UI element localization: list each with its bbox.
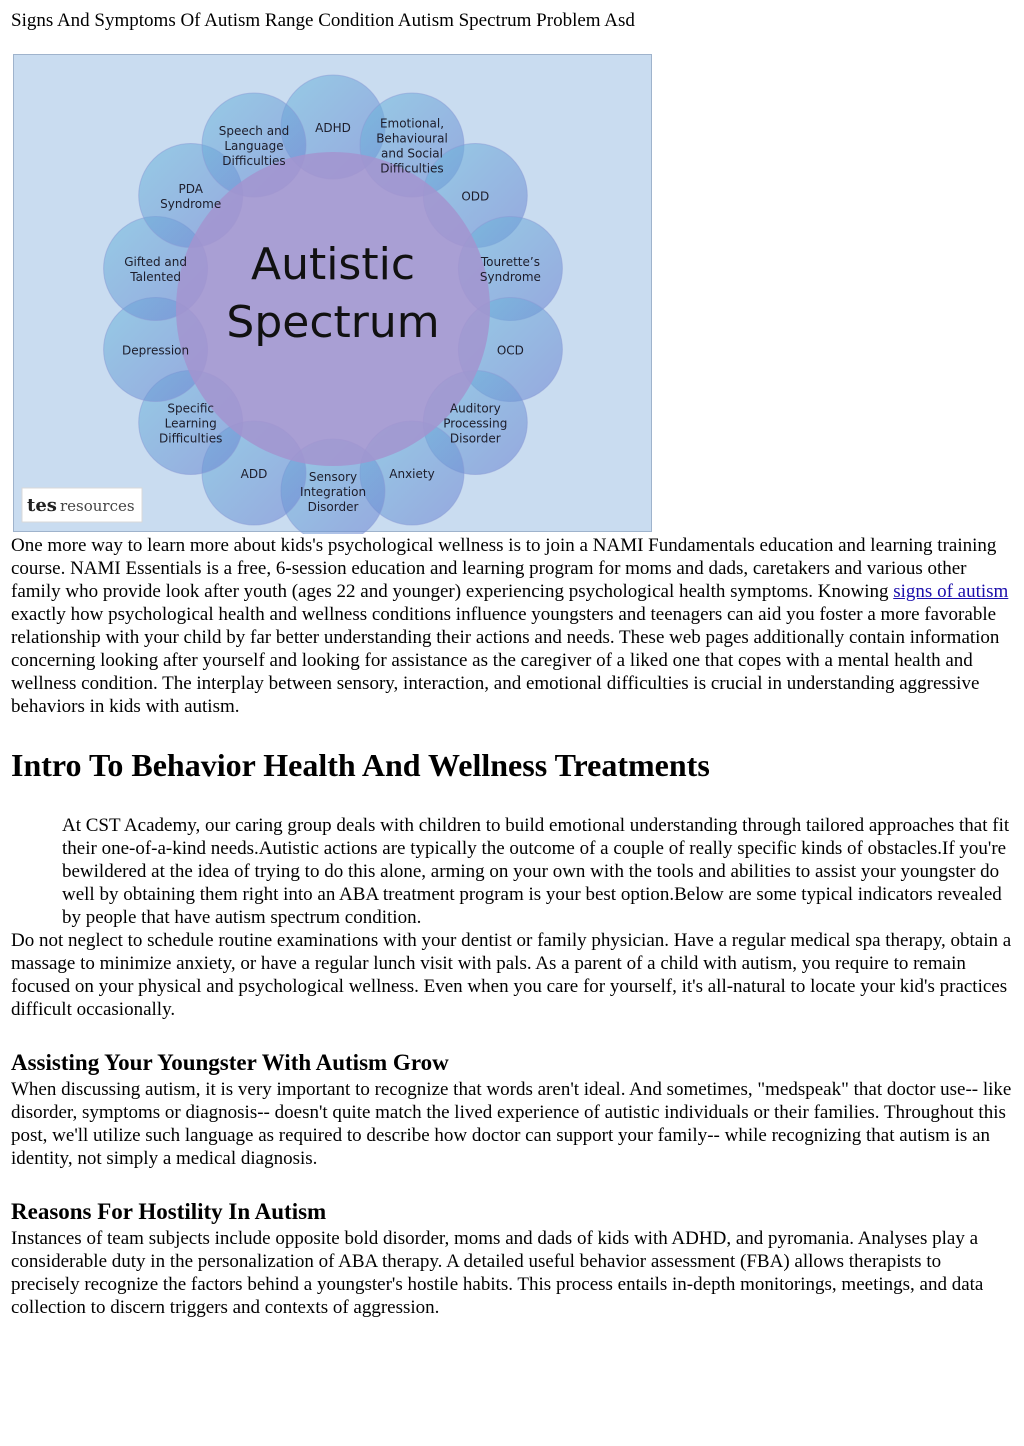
blockquote-cst-academy: At CST Academy, our caring group deals with children to build emotional understanding through tailored approaches that fit their one-of-a-kind needs.Autistic actions are typically the outcome of a couple of really specific kinds of obstacles.If you're bewildered at the idea of trying to do this alone, arming on your own with the tools and abilities to assist your youngster do well by obtaining them right into an ABA treatment program is your best option.Below are some typical indicators revealed by people that have autism spectrum condition.	[62, 815, 1010, 928]
condition-label-9: Specific Learning Difficulties	[159, 401, 223, 446]
logo-tes: tes	[27, 495, 57, 516]
center-label-spectrum: Spectrum	[226, 297, 440, 348]
condition-label-13: Speech and Language Difficulties	[218, 124, 290, 168]
condition-label-6: Anxiety	[389, 467, 435, 481]
signs-of-autism-link[interactable]: signs of autism	[893, 581, 1009, 602]
page-title: Signs And Symptoms Of Autism Range Condition Autism Spectrum Problem Asd	[11, 10, 635, 31]
condition-label-12: PDA Syndrome	[160, 182, 222, 211]
paragraph-instances: Instances of team subjects include opposite bold disorder, moms and dads of kids with ADHD, and pyromania. Analyses play a considerable duty in the personalization of ABA therapy. A detailed useful behavior assessment (FBA) allows therapists to precisely recognize the factors behind a youngster's hostile habits. This process entails in-depth monitorings, meetings, and data collection to discern triggers and contexts of aggression.	[11, 1228, 984, 1318]
tes-resources-logo	[22, 488, 142, 522]
condition-label-0: ADHD	[315, 121, 351, 135]
heading-behavior-health: Intro To Behavior Health And Wellness Treatments	[11, 747, 710, 783]
condition-label-5: Auditory Processing Disorder	[443, 401, 508, 446]
condition-label-2: ODD	[461, 189, 490, 204]
condition-label-10: Depression	[122, 343, 190, 358]
logo-resources: resources	[60, 497, 135, 515]
heading-reasons-hostility: Reasons For Hostility In Autism	[11, 1199, 327, 1224]
condition-label-1: Emotional, Behavioural and Social Difficulties	[376, 116, 448, 176]
heading-assisting-youngster: Assisting Your Youngster With Autism Grow	[11, 1050, 449, 1075]
paragraph-self-care: Do not neglect to schedule routine examinations with your dentist or family physician. Have a regular medical spa therapy, obtain a massage to minimize anxiety, or have a regular lunch visit with pals. As a parent of a child with autism, you require to remain focused on your physical and psychological wellness. Even when you care for yourself, it's all-natural to locate your kid's practices difficult occasionally.	[11, 930, 1012, 1020]
paragraph-nami-before: One more way to learn more about kids's psychological wellness is to join a NAMI Fundamentals education and learning training course. NAMI Essentials is a free, 6-session education and learning program for moms and dads, caretakers and various other family who provide look after youth (ages 22 and younger) experiencing psychological health symptoms. Knowing	[11, 535, 997, 602]
condition-label-4: OCD	[496, 343, 524, 358]
condition-label-3: Tourette’s Syndrome	[479, 255, 541, 284]
condition-label-11: Gifted and Talented	[124, 255, 187, 284]
autistic-spectrum-diagram	[13, 54, 653, 534]
condition-label-7: Sensory Integration Disorder	[299, 470, 367, 514]
center-label-autistic: Autistic	[250, 239, 416, 290]
autistic-spectrum-figure	[13, 54, 653, 534]
paragraph-medspeak: When discussing autism, it is very important to recognize that words aren't ideal. And sometimes, "medspeak" that doctor use-- like disorder, symptoms or diagnosis-- doesn't quite match the lived experience of autistic individuals or their families. Throughout this post, we'll utilize such language as required to describe how doctor can support your family-- while recognizing that autism is an identity, not simply a medical diagnosis.	[11, 1079, 1012, 1169]
paragraph-nami	[11, 534, 1014, 718]
condition-label-8: ADD	[240, 467, 268, 481]
paragraph-nami-after: exactly how psychological health and wellness conditions influence youngsters and teenagers can aid you foster a more favorable relationship with your child by far better understanding their actions and needs. These web pages additionally contain information concerning looking after yourself and looking for assistance as the caregiver of a liked one that copes with a mental health and wellness condition. The interplay between sensory, interaction, and emotional difficulties is crucial in understanding aggressive behaviors in kids with autism.	[11, 604, 1000, 717]
